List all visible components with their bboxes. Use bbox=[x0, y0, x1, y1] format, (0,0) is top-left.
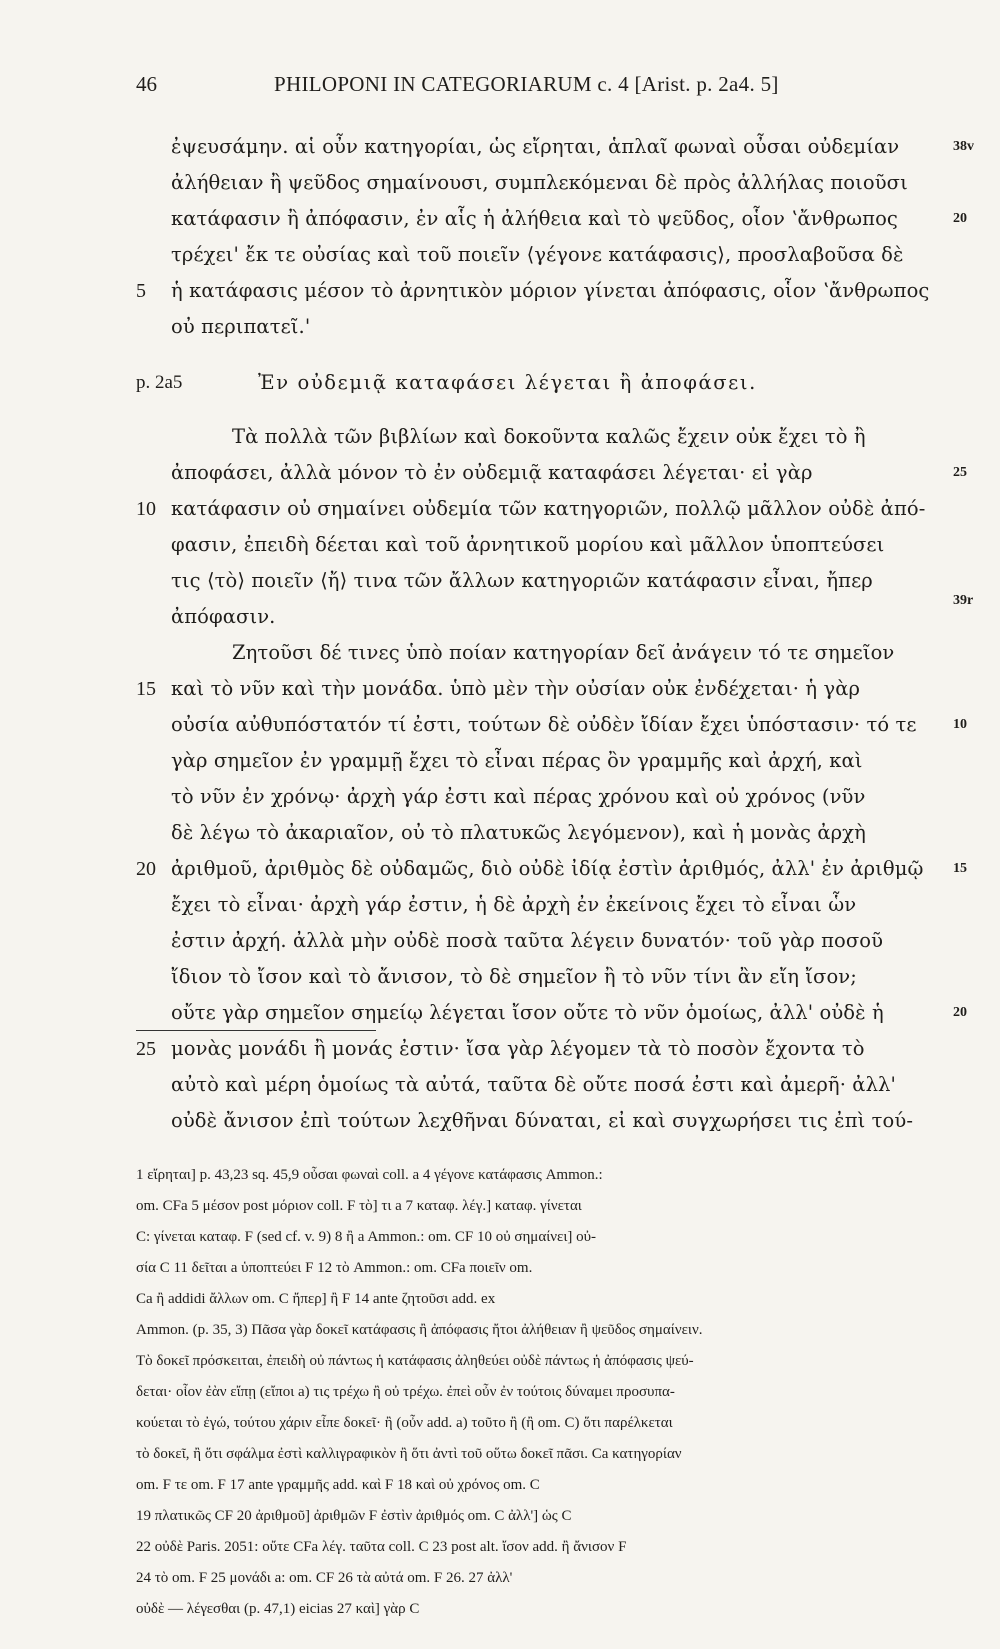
running-header bbox=[136, 72, 826, 108]
footnote-rule bbox=[136, 1030, 376, 1031]
page-number: 46 bbox=[136, 72, 157, 96]
text-line: δὲ λέγω τὸ ἀκαριαῖον, οὐ τὸ πλατυκῶς λεγόμενον), καὶ ἡ μονὰς ἀρχὴ bbox=[171, 821, 866, 844]
apparatus-line: om. CFa 5 μέσον post μόριον coll. F τὸ] τι a 7 καταφ. λέγ.] καταφ. γίνεται bbox=[136, 1198, 582, 1214]
text-line: ἀπόφασιν. bbox=[171, 605, 276, 628]
apparatus-line: τὸ δοκεῖ, ἢ ὅτι σφάλμα ἐστὶ καλλιγραφικὸν ἢ ὅτι ἀντὶ τοῦ οὕτω δοκεῖ πᾶσι. Ca κατηγορίαν bbox=[136, 1446, 682, 1462]
text-line: οὐδὲ ἄνισον ἐπὶ τούτων λεχθῆναι δύναται, εἰ καὶ συγχωρήσει τις ἐπὶ τού- bbox=[171, 1109, 914, 1132]
margin-number: 38v bbox=[953, 139, 974, 154]
text-line: τρέχει' ἔκ τε οὐσίας καὶ τοῦ ποιεῖν ⟨γέγονε κατάφασις⟩, προσλαβοῦσα δὲ bbox=[171, 243, 904, 266]
text-line: οὐσία αὐθυπόστατόν τί ἐστι, τούτων δὲ οὐδὲν ἴδίαν ἔχει ὑπόστασιν· τό τε bbox=[171, 713, 917, 736]
text-line: φασιν, ἐπειδὴ δέεται καὶ τοῦ ἀρνητικοῦ μορίου καὶ μᾶλλον ὑποπτεύσει bbox=[171, 533, 885, 556]
line-number: 15 bbox=[136, 678, 156, 700]
text-line: οὐ περιπατεῖ.' bbox=[171, 315, 311, 338]
lemma-reference: p. 2a5 bbox=[136, 372, 183, 393]
text-line: ἡ κατάφασις μέσον τὸ ἀρνητικὸν μόριον γίνεται ἀπόφασις, οἷον ʽἄνθρωπος bbox=[171, 279, 930, 302]
apparatus-line: σία C 11 δεῖται a ὑποπτεύει F 12 τὸ Ammon.: om. CFa ποιεῖν om. bbox=[136, 1260, 533, 1276]
line-number: 10 bbox=[136, 498, 156, 520]
margin-number: 20 bbox=[953, 1005, 967, 1020]
text-line: αὐτὸ καὶ μέρη ὁμοίως τὰ αὐτά, ταῦτα δὲ οὔτε ποσά ἐστι καὶ ἀμερῆ· ἀλλ' bbox=[171, 1073, 896, 1096]
margin-number: 15 bbox=[953, 861, 967, 876]
line-number: 20 bbox=[136, 858, 156, 880]
apparatus-line: κούεται τὸ ἐγώ, τούτου χάριν εἶπε δοκεῖ· ἢ (οὖν add. a) τοῦτο ἢ (ἢ om. C) ὅτι παρέλκεται bbox=[136, 1415, 673, 1431]
margin-number: 39r bbox=[953, 593, 974, 608]
apparatus-line: Ca ἢ addidi ἄλλων om. C ἤπερ] ἢ F 14 ante ζητοῦσι add. ex bbox=[136, 1291, 496, 1307]
margin-number: 20 bbox=[953, 211, 967, 226]
text-line: ἐψευσάμην. αἱ οὖν κατηγορίαι, ὡς εἴρηται, ἁπλαῖ φωναὶ οὖσαι οὐδεμίαν bbox=[171, 135, 900, 158]
line-number: 5 bbox=[136, 280, 146, 302]
line-number: 25 bbox=[136, 1038, 156, 1060]
apparatus-line: οὐδὲ — λέγεσθαι (p. 47,1) eicias 27 καὶ] γὰρ C bbox=[136, 1601, 420, 1617]
text-line: ἀποφάσει, ἀλλὰ μόνον τὸ ἐν οὐδεμιᾷ καταφάσει λέγεται· εἰ γὰρ bbox=[171, 461, 813, 484]
text-line: ἀριθμοῦ, ἀριθμὸς δὲ οὐδαμῶς, διὸ οὐδὲ ἰδίᾳ ἐστὶν ἀριθμός, ἀλλ' ἐν ἀριθμῷ bbox=[171, 857, 924, 880]
margin-number: 25 bbox=[953, 465, 967, 480]
text-line: κατάφασιν οὐ σημαίνει οὐδεμία τῶν κατηγοριῶν, πολλῷ μᾶλλον οὐδὲ ἀπό- bbox=[171, 497, 926, 520]
text-line: ἀλήθειαν ἢ ψεῦδος σημαίνουσι, συμπλεκόμεναι δὲ πρὸς ἀλλήλας ποιοῦσι bbox=[171, 171, 908, 194]
apparatus-line: Ammon. (p. 35, 3) Πᾶσα γὰρ δοκεῖ κατάφασις ἢ ἀπόφασις ἤτοι ἀλήθειαν ἢ ψεῦδος σημαίνειν. bbox=[136, 1322, 703, 1338]
apparatus-line: δεται· οἷον ἐὰν εἴπῃ (εἴποι a) τις τρέχω ἢ οὐ τρέχω. ἐπεὶ οὖν ἐν τούτοις δύναμει προσυπα- bbox=[136, 1384, 675, 1400]
apparatus-line: 1 εἴρηται] p. 43,23 sq. 45,9 οὖσαι φωναὶ coll. a 4 γέγονε κατάφασις Ammon.: bbox=[136, 1167, 603, 1183]
text-line: ἴδιον τὸ ἴσον καὶ τὸ ἄνισον, τὸ δὲ σημεῖον ἢ τὸ νῦν τίνι ἂν εἴη ἴσον; bbox=[171, 965, 857, 988]
apparatus-line: C: γίνεται καταφ. F (sed cf. v. 9) 8 ἢ a Ammon.: om. CF 10 οὐ σημαίνει] οὐ- bbox=[136, 1229, 597, 1245]
text-line: γὰρ σημεῖον ἐν γραμμῇ ἔχει τὸ εἶναι πέρας ὂν γραμμῆς καὶ ἀρχή, καὶ bbox=[171, 749, 863, 772]
apparatus-line: 19 πλατικῶς CF 20 ἀριθμοῦ] ἀριθμῶν F ἐστὶν ἀριθμός om. C ἀλλ'] ὡς C bbox=[136, 1508, 572, 1524]
text-line: οὔτε γὰρ σημεῖον σημείῳ λέγεται ἴσον οὔτε τὸ νῦν ὁμοίως, ἀλλ' οὐδὲ ἡ bbox=[171, 1001, 884, 1024]
apparatus-line: Τὸ δοκεῖ πρόσκειται, ἐπειδὴ οὐ πάντως ἡ κατάφασις ἀληθεύει οὐδὲ πάντως ἡ ἀπόφασις ψεύ- bbox=[136, 1353, 694, 1369]
margin-number: 10 bbox=[953, 717, 967, 732]
text-line: Ζητοῦσι δέ τινες ὑπὸ ποίαν κατηγορίαν δεῖ ἀνάγειν τό τε σημεῖον bbox=[232, 641, 895, 664]
text-line: κατάφασιν ἢ ἀπόφασιν, ἐν αἷς ἡ ἀλήθεια καὶ τὸ ψεῦδος, οἷον ʽἄνθρωπος bbox=[171, 207, 898, 230]
lemma-line: Ἐν οὐδεμιᾷ καταφάσει λέγεται ἢ ἀποφάσει. bbox=[258, 371, 757, 394]
text-line: μονὰς μονάδι ἢ μονάς ἐστιν· ἴσα γὰρ λέγομεν τὰ τὸ ποσὸν ἔχοντα τὸ bbox=[171, 1037, 865, 1060]
apparatus-line: 24 τὸ om. F 25 μονάδι a: om. CF 26 τὰ αὐτά om. F 26. 27 ἀλλ' bbox=[136, 1570, 513, 1586]
text-line: ἔχει τὸ εἶναι· ἀρχὴ γάρ ἐστιν, ἡ δὲ ἀρχὴ ἐν ἐκείνοις ἔχει τὸ εἶναι ὧν bbox=[171, 893, 857, 916]
apparatus-line: om. F τε om. F 17 ante γραμμῆς add. καὶ F 18 καὶ οὐ χρόνος om. C bbox=[136, 1477, 540, 1493]
text-line: ἐστιν ἀρχή. ἀλλὰ μὴν οὐδὲ ποσὰ ταῦτα λέγειν δυνατόν· τοῦ γὰρ ποσοῦ bbox=[171, 929, 884, 952]
apparatus-line: 22 οὐδὲ Paris. 2051: οὔτε CFa λέγ. ταῦτα coll. C 23 post alt. ἴσον add. ἢ ἄνισον F bbox=[136, 1539, 627, 1555]
text-line: καὶ τὸ νῦν καὶ τὴν μονάδα. ὑπὸ μὲν τὴν οὐσίαν οὐκ ἐνδέχεται· ἡ γὰρ bbox=[171, 677, 861, 700]
text-line: τις ⟨τὸ⟩ ποιεῖν ⟨ἤ⟩ τινα τῶν ἄλλων κατηγοριῶν κατάφασιν εἶναι, ἤπερ bbox=[171, 569, 873, 592]
text-line: τὸ νῦν ἐν χρόνῳ· ἀρχὴ γάρ ἐστι καὶ πέρας χρόνου καὶ οὐ χρόνος (νῦν bbox=[171, 785, 866, 808]
text-line: Τὰ πολλὰ τῶν βιβλίων καὶ δοκοῦντα καλῶς ἔχειν οὐκ ἔχει τὸ ἢ bbox=[232, 425, 866, 448]
running-title: PHILOPONI IN CATEGORIARUM c. 4 [Arist. p. 2a4. 5] bbox=[274, 72, 779, 96]
